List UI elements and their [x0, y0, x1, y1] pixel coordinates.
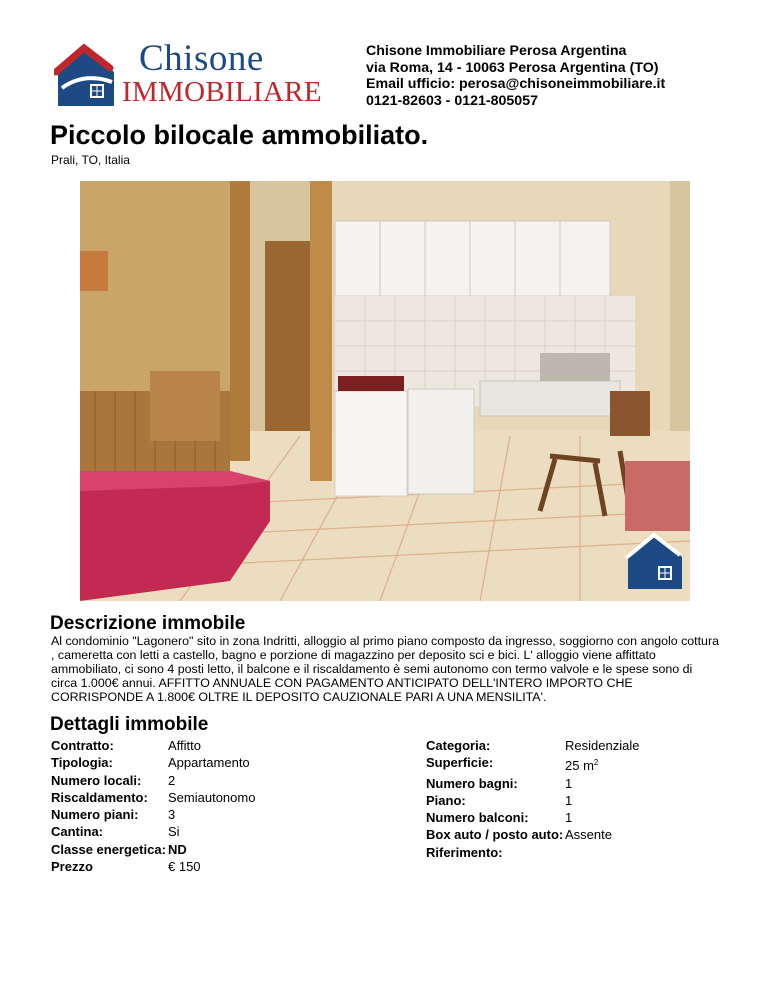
detail-row-box-auto	[426, 826, 639, 843]
detail-row-riscaldamento	[51, 789, 255, 806]
detail-row-prezzo	[51, 858, 255, 875]
detail-key: Riscaldamento:	[51, 789, 148, 805]
detail-value: Residenziale	[565, 738, 640, 753]
detail-row-superficie	[426, 754, 639, 774]
detail-value: Appartamento	[168, 755, 250, 771]
superficie-value: 25 m	[565, 758, 594, 774]
detail-value	[565, 754, 598, 774]
description-heading: Descrizione immobile	[50, 613, 246, 634]
detail-key: Riferimento:	[426, 844, 503, 860]
detail-row-piano	[426, 792, 639, 809]
detail-key: Categoria:	[426, 738, 491, 753]
detail-row-tipologia	[51, 754, 255, 771]
detail-row-contratto	[51, 737, 255, 754]
detail-key: Numero balconi:	[426, 810, 529, 826]
brand-name-line1: Chisone	[139, 38, 264, 79]
detail-key: Box auto / posto auto:	[426, 827, 564, 843]
agency-phones[interactable]: 0121-82603 - 0121-805057	[366, 92, 538, 109]
detail-row-numero-balconi	[426, 809, 639, 826]
detail-value: 2	[168, 772, 176, 788]
detail-value: 3	[168, 807, 176, 823]
detail-row-numero-bagni	[426, 775, 639, 792]
detail-value: 1	[565, 810, 573, 826]
detail-row-categoria	[426, 737, 639, 754]
detail-key: Numero bagni:	[426, 775, 518, 791]
agency-contact-block	[366, 43, 665, 109]
details-left-column	[51, 737, 255, 875]
detail-row-numero-piani	[51, 806, 255, 823]
agency-address: via Roma, 14 - 10063 Perosa Argentina (TO)	[366, 59, 659, 76]
property-photo-illustration	[80, 181, 690, 601]
detail-value: Assente	[565, 827, 612, 843]
detail-value: € 150	[168, 859, 201, 875]
detail-key: Prezzo	[51, 859, 93, 875]
detail-value: Semiautonomo	[168, 789, 256, 805]
description-text: Al condominio "Lagonero" sito in zona Indritti, alloggio al primo piano composto da ingresso, soggiorno con angolo cottura , cameretta con letti a castello, bagno e porzione di magazzino per deposito sci e bici. L' alloggio viene affittato ammobiliato, ci sono 4 posti letto, il balcone e il riscaldamento è semi autonomo con termo valvole e le spese sono di circa 1.000€ annui. AFFITTO ANNUALE CON PAGAMENTO ANTICIPATO DELL'INTERO IMPORTO CHE CORRISPONDE A 1.800€ OLTRE IL DEPOSITO CAUZIONALE PARI A UNA MENSILITA'.	[51, 634, 719, 704]
detail-row-riferimento	[426, 844, 639, 861]
detail-value: Affitto	[168, 738, 202, 753]
listing-location: Prali, TO, Italia	[51, 153, 130, 167]
detail-key: Contratto:	[51, 738, 114, 753]
detail-key: Cantina:	[51, 824, 103, 840]
property-photo[interactable]	[80, 181, 690, 601]
details-right-column	[426, 737, 639, 861]
detail-value: 1	[565, 792, 573, 808]
detail-key: Classe energetica:	[51, 841, 166, 857]
detail-value: ND	[168, 841, 187, 857]
detail-key: Numero piani:	[51, 807, 139, 823]
brand-logo[interactable]	[54, 38, 344, 110]
agency-email[interactable]: Email ufficio: perosa@chisoneimmobiliare.it	[366, 76, 666, 92]
detail-key: Piano:	[426, 792, 466, 808]
detail-row-classe-energetica	[51, 841, 255, 858]
superficie-unit-sup: 2	[593, 758, 599, 768]
detail-row-numero-locali	[51, 772, 255, 789]
page-title: Piccolo bilocale ammobiliato.	[50, 120, 429, 150]
detail-value: 1	[565, 775, 573, 791]
agency-name: Chisone Immobiliare Perosa Argentina	[366, 43, 627, 59]
house-logo-icon	[54, 42, 120, 110]
details-heading: Dettagli immobile	[50, 714, 209, 735]
detail-row-cantina	[51, 823, 255, 840]
detail-key: Tipologia:	[51, 755, 113, 771]
detail-value: Si	[168, 824, 180, 840]
detail-key: Superficie:	[426, 755, 494, 771]
brand-name-line2: IMMOBILIARE	[122, 76, 322, 108]
detail-key: Numero locali:	[51, 772, 142, 788]
